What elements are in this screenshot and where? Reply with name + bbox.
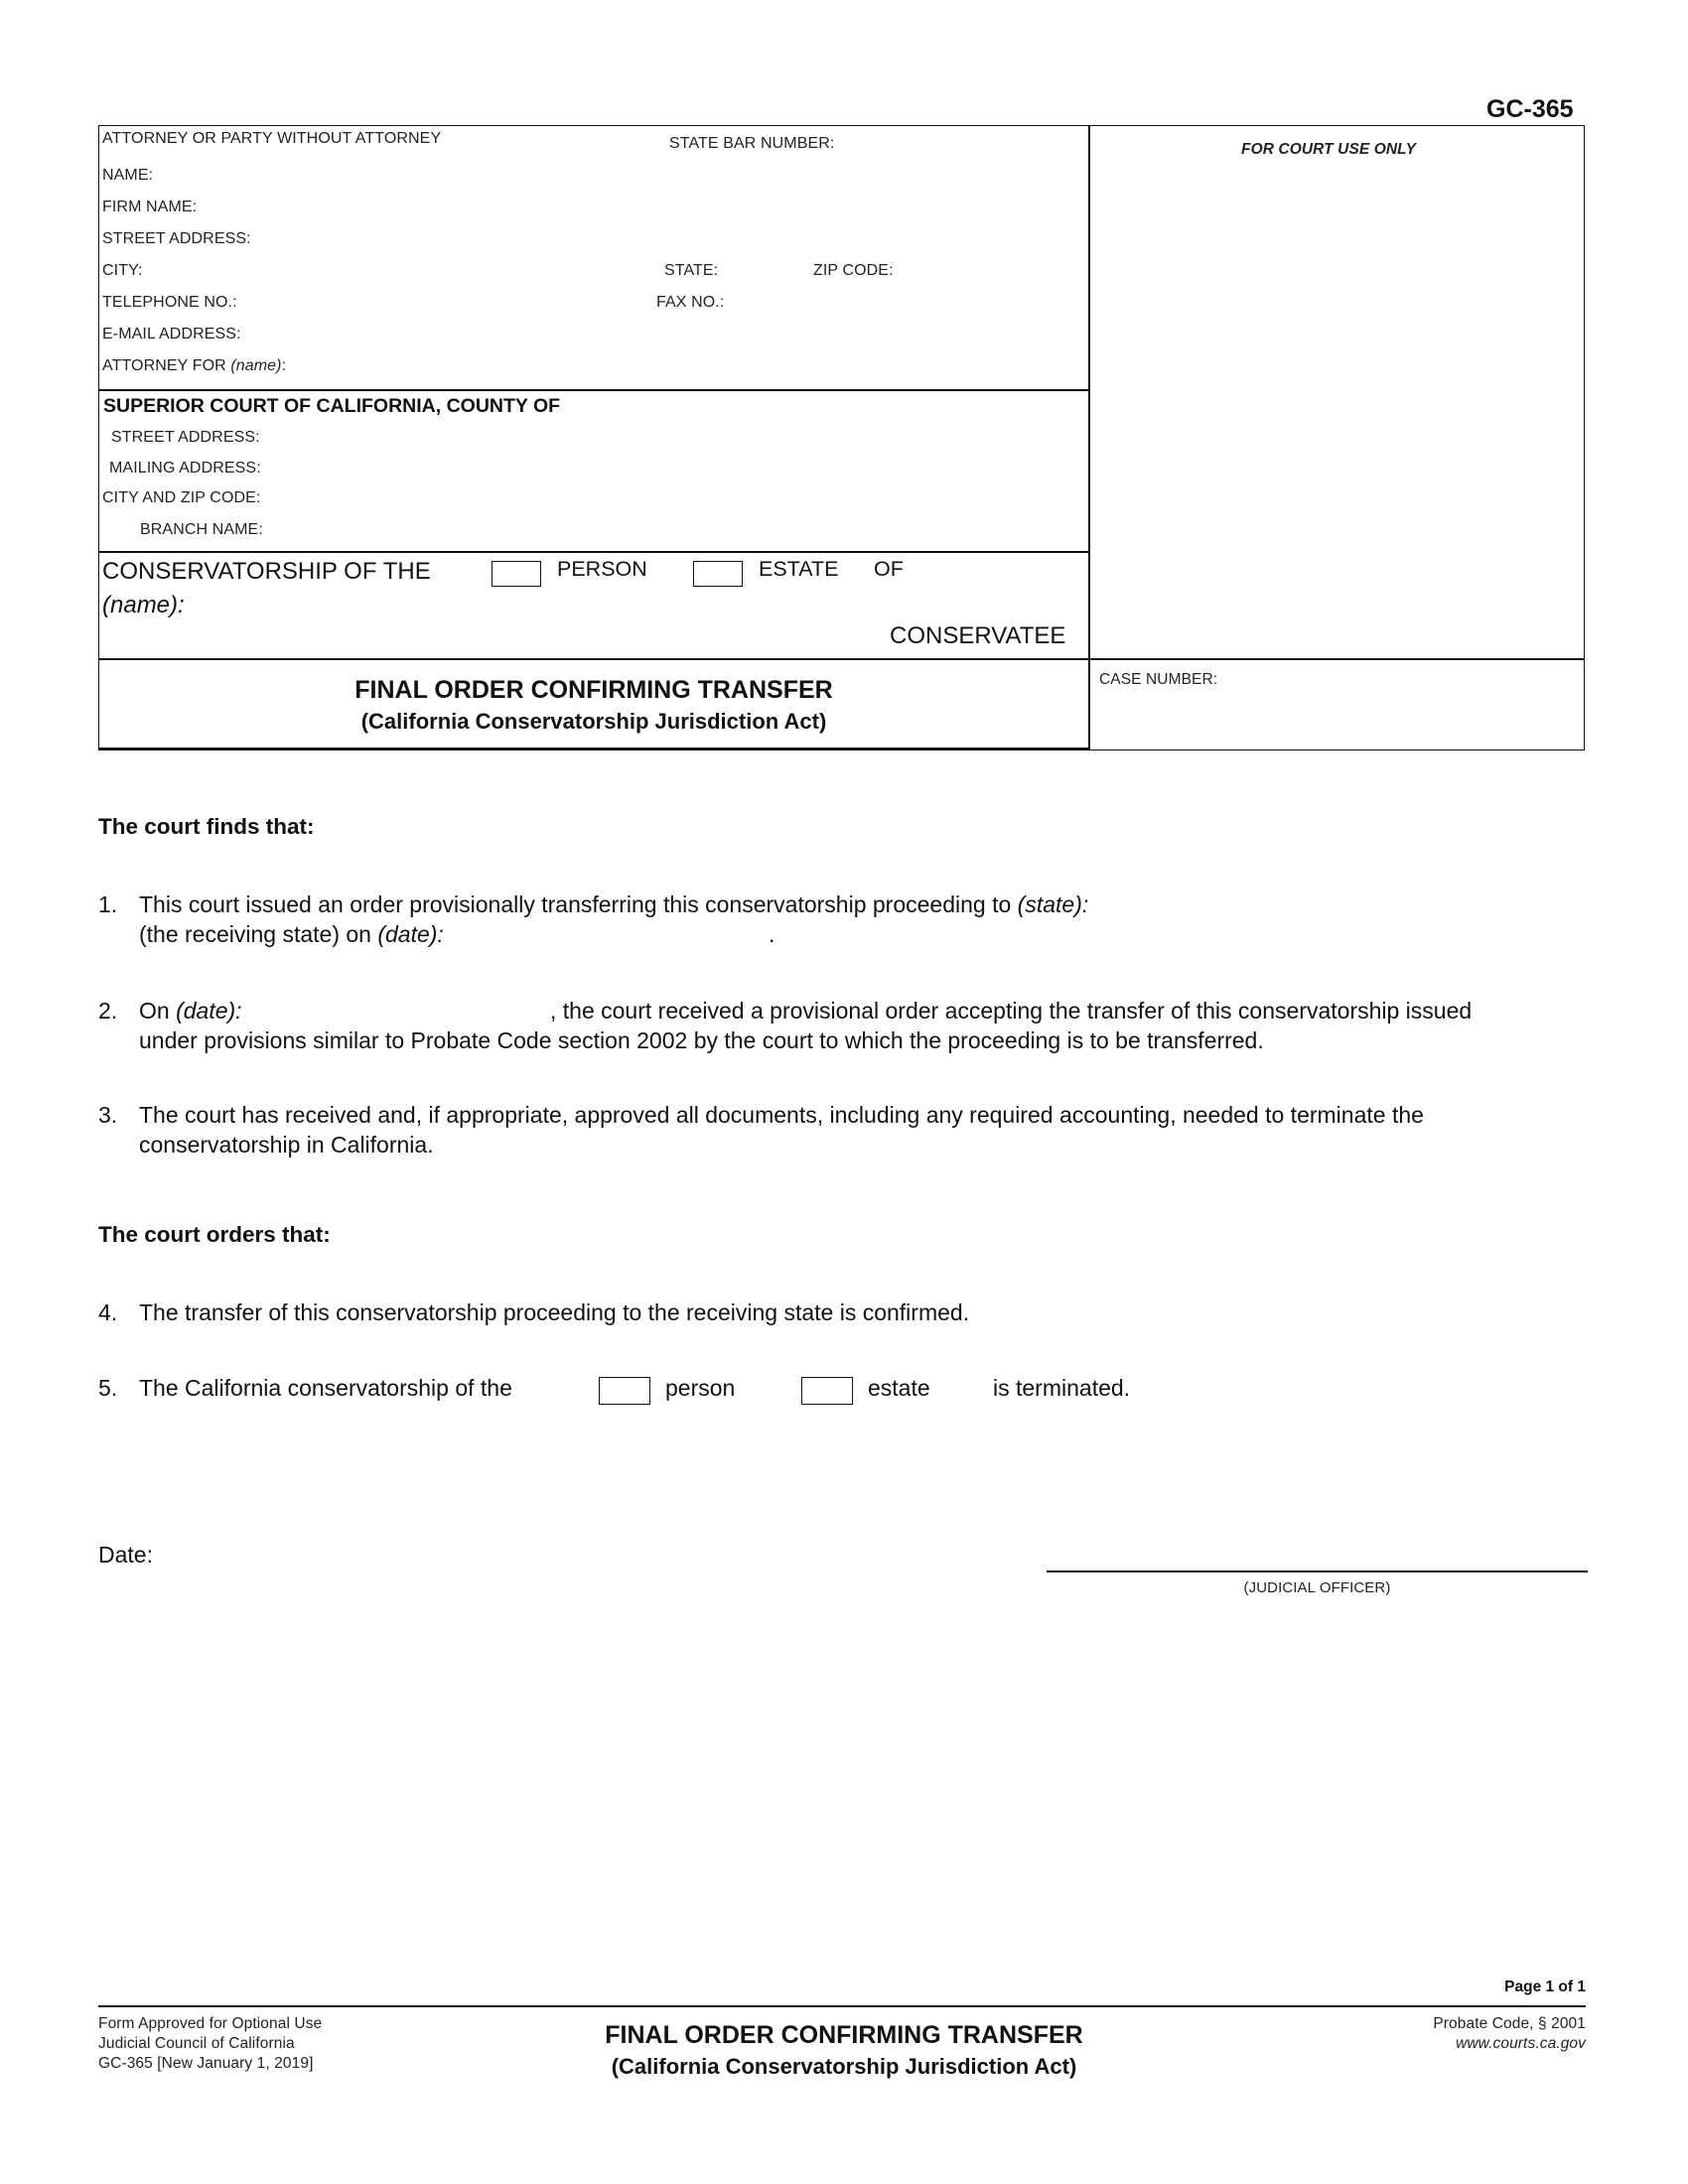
footer-left-line3: GC-365 [New January 1, 2019] [98,2055,314,2072]
item3-line1: The court has received and, if appropriate, approved all documents, including any required accounting, needed to terminate the [139,1102,1424,1128]
case-number-label: CASE NUMBER: [1099,671,1218,688]
judicial-officer-signature[interactable] [1047,1529,1592,1570]
county-input[interactable] [626,395,1076,421]
form-title: FINAL ORDER CONFIRMING TRANSFER [354,676,833,704]
signature-line [1047,1570,1588,1572]
item5-person-label: person [665,1375,736,1401]
date-label: Date: [98,1542,153,1568]
telephone-label: TELEPHONE NO.: [102,294,237,311]
orders-heading: The court orders that: [98,1222,331,1247]
firm-name-label: FIRM NAME: [102,199,198,215]
attorney-label: ATTORNEY OR PARTY WITHOUT ATTORNEY [102,130,442,147]
item2-number: 2. [98,998,118,1024]
caption-name-label: (name): [102,592,185,618]
court-title: SUPERIOR COURT OF CALIFORNIA, COUNTY OF [103,395,561,417]
email-label: E-MAIL ADDRESS: [102,326,241,342]
item2-on: On (date): [139,998,242,1024]
item5-end: is terminated. [993,1375,1131,1401]
zip-code-label: ZIP CODE: [813,262,894,279]
footer-right-line1: Probate Code, § 2001 [1433,2015,1586,2032]
name-input[interactable] [159,163,1076,189]
fax-input[interactable] [730,290,1076,316]
item5-estate-checkbox[interactable] [801,1377,853,1405]
item1-line1: This court issued an order provisionally transferring this conservatorship proceeding to (state): [139,891,1089,917]
court-branch-label: BRANCH NAME: [140,521,263,538]
city-label: CITY: [102,262,143,279]
judicial-officer-label: (JUDICIAL OFFICER) [1243,1579,1391,1596]
street-address-label: STREET ADDRESS: [102,230,251,247]
telephone-input[interactable] [243,290,644,316]
zip-code-input[interactable] [899,258,1076,284]
form-subtitle: (California Conservatorship Jurisdiction Act) [360,709,827,734]
item2-line1: , the court received a provisional order accepting the transfer of this conservatorship issued [550,998,1473,1024]
caption-person-label: PERSON [557,557,647,581]
attorney-for-label: ATTORNEY FOR (name): [102,357,287,374]
divider-court [98,551,1089,553]
item3-line2: conservatorship in California. [139,1132,434,1158]
footer-left-line1: Form Approved for Optional Use [98,2015,323,2032]
footer-website-link[interactable]: www.courts.ca.gov [1456,2035,1586,2052]
item1-number: 1. [98,891,118,917]
caption-person-checkbox[interactable] [492,561,541,587]
findings-heading: The court finds that: [98,814,315,839]
item5-text: The California conservatorship of the [139,1375,512,1401]
state-input[interactable] [725,258,808,284]
conservatorship-of-the-label: CONSERVATORSHIP OF THE [102,558,431,585]
caption-estate-label: ESTATE [759,557,839,581]
item4-text: The transfer of this conservatorship proceeding to the receiving state is confirmed. [139,1299,970,1325]
case-number-input[interactable] [1099,697,1580,739]
email-input[interactable] [248,322,1076,347]
court-mailing-input[interactable] [273,456,1076,481]
court-branch-input[interactable] [273,517,1076,543]
name-label: NAME: [102,167,154,184]
court-street-input[interactable] [273,425,1076,451]
item1-state-input[interactable] [1182,889,1583,919]
attorney-for-input[interactable] [298,353,1076,379]
form-id: GC-365 [1486,95,1574,123]
footer-title: FINAL ORDER CONFIRMING TRANSFER [605,2021,1083,2049]
item1-line2: (the receiving state) on (date): [139,921,444,947]
item5-number: 5. [98,1375,118,1401]
date-input[interactable] [169,1540,570,1570]
court-city-zip-input[interactable] [273,485,1076,511]
divider-attorney [98,389,1089,391]
item1-date-input[interactable] [479,919,766,949]
caption-estate-checkbox[interactable] [693,561,743,587]
footer-left-line2: Judicial Council of California [98,2035,295,2052]
street-address-input[interactable] [260,226,1076,252]
item5-person-checkbox[interactable] [599,1377,650,1405]
item3-number: 3. [98,1102,118,1128]
divider-title-bottom [98,748,1089,751]
page-number: Page 1 of 1 [1504,1979,1586,1995]
caption-of-label: OF [874,557,904,581]
state-bar-input[interactable] [846,131,1078,155]
item2-line2: under provisions similar to Probate Code section 2002 by the court to which the proceeding is to be transferred. [139,1027,1264,1053]
footer-subtitle: (California Conservatorship Jurisdiction Act) [611,2054,1077,2079]
court-street-label: STREET ADDRESS: [111,429,260,446]
divider-vertical [1088,125,1090,751]
state-bar-label: STATE BAR NUMBER: [669,135,835,152]
footer-rule [98,2005,1586,2007]
city-input[interactable] [149,258,659,284]
court-use-label: FOR COURT USE ONLY [1241,141,1417,158]
divider-caption [98,658,1585,660]
firm-name-input[interactable] [204,195,1076,220]
item4-number: 4. [98,1299,118,1325]
item2-date-input[interactable] [260,996,552,1025]
conservatee-name-input[interactable] [199,592,1076,621]
court-city-zip-label: CITY AND ZIP CODE: [102,489,261,506]
item1-period: . [769,921,775,947]
item5-estate-label: estate [868,1375,930,1401]
state-label: STATE: [664,262,719,279]
fax-label: FAX NO.: [656,294,725,311]
conservatee-label: CONSERVATEE [890,622,1066,649]
court-mailing-label: MAILING ADDRESS: [109,460,261,477]
